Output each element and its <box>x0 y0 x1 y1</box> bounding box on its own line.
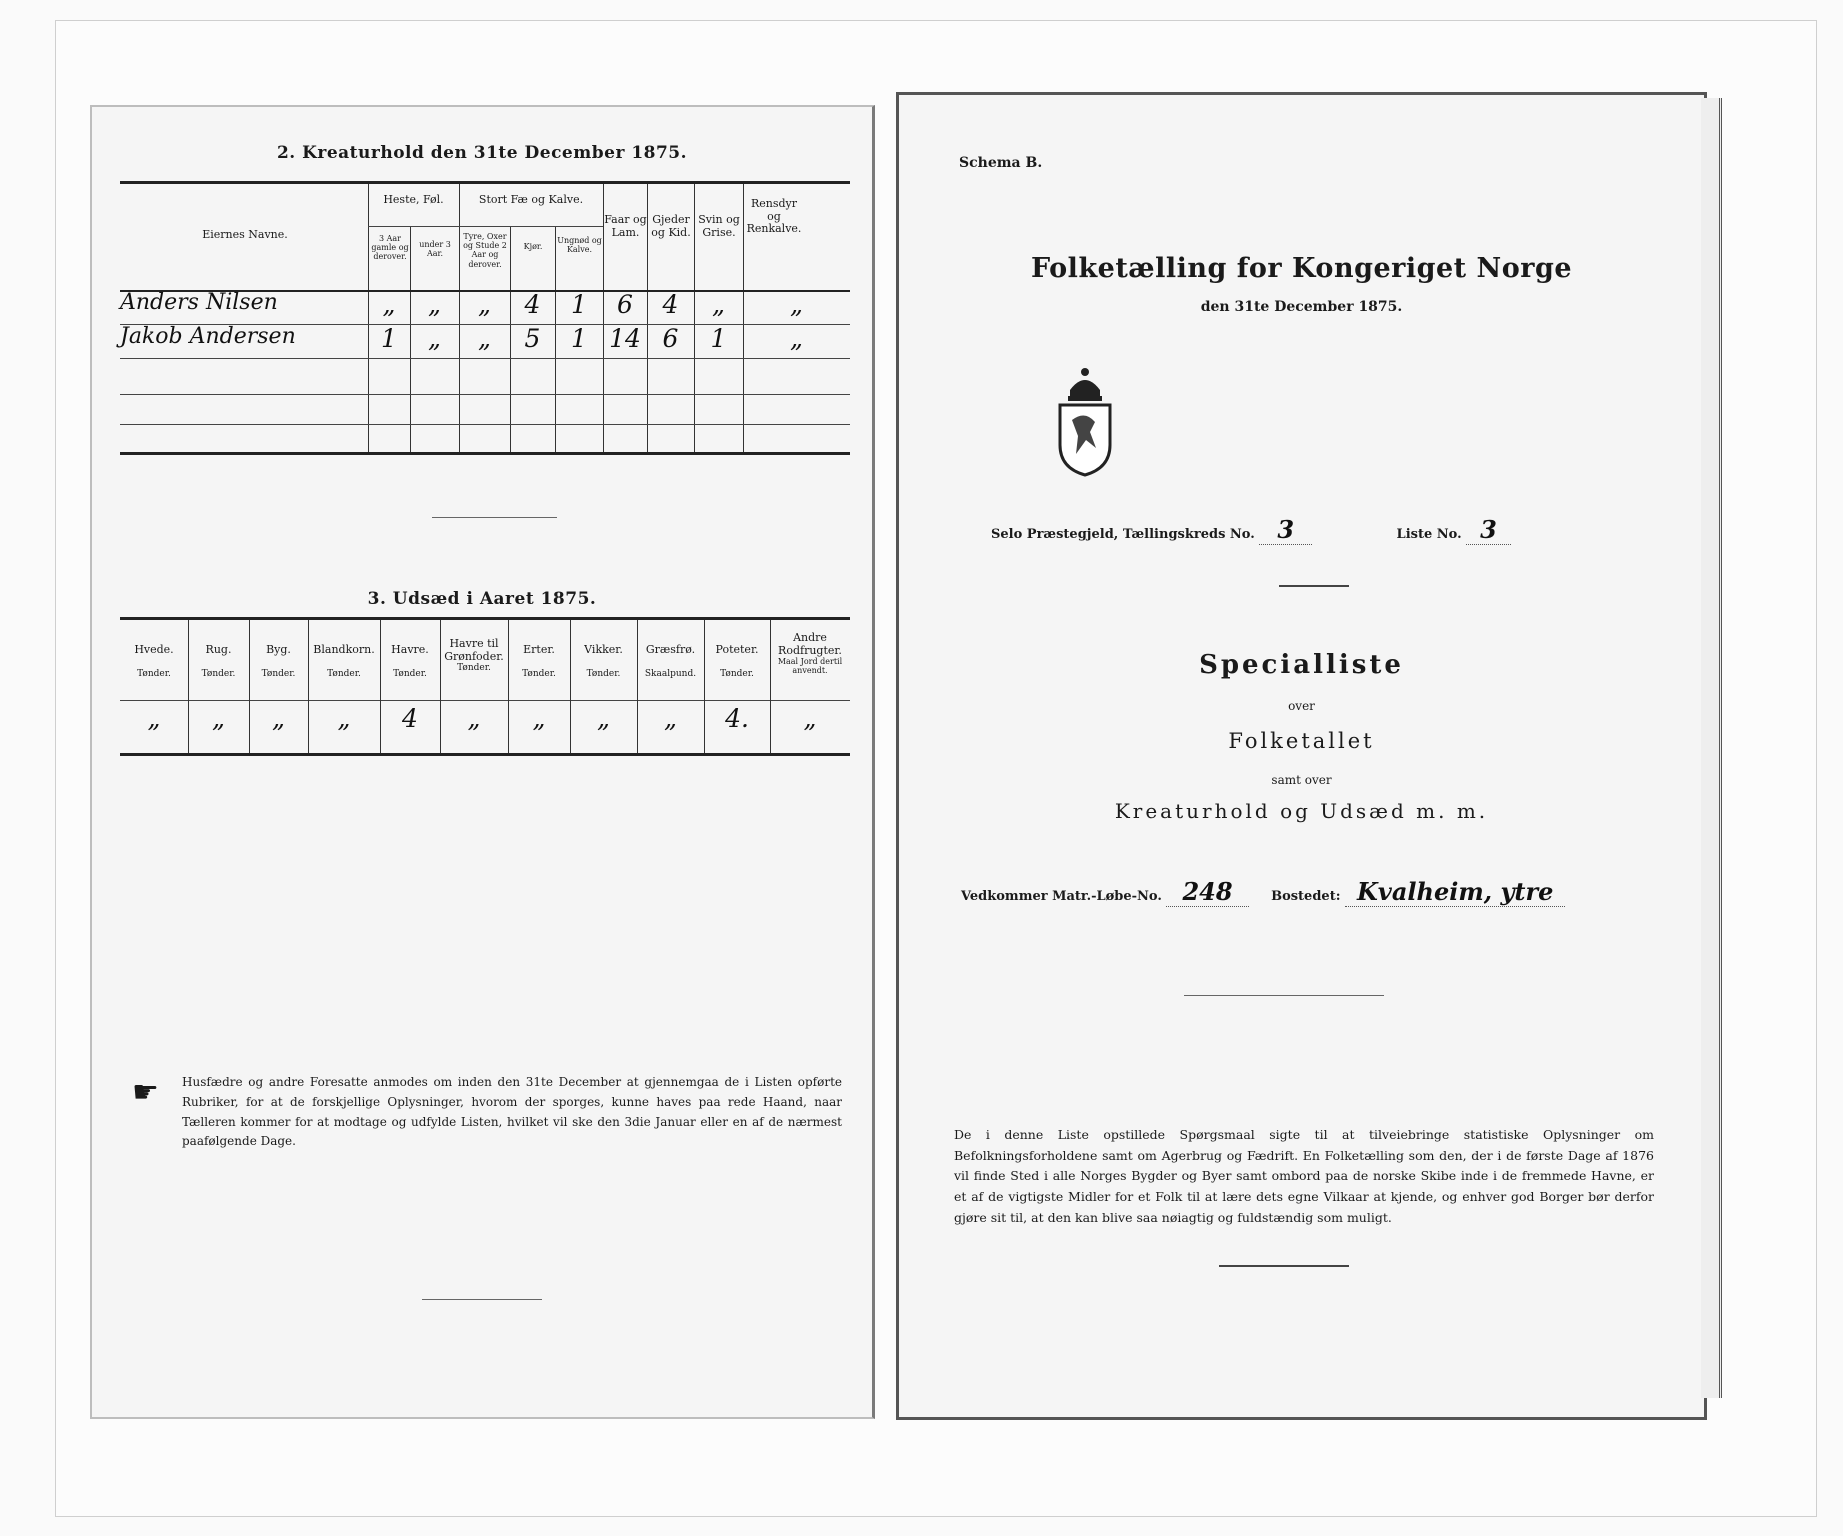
seed-header-mixed-grain: Blandkorn. Tønder. <box>313 643 375 679</box>
seed-value: „ <box>532 704 546 733</box>
cell: „ <box>790 324 803 353</box>
cell: 1 <box>571 290 587 319</box>
seed-title: 3. Udsæd i Aaret 1875. <box>367 589 597 609</box>
owner-name: Jakob Andersen <box>120 324 296 349</box>
header-owner: Eiernes Navne. <box>202 228 288 241</box>
pointing-hand-icon: ☛ <box>132 1075 159 1110</box>
schema-label: Schema B. <box>959 155 1043 171</box>
kreaturhold-heading: Kreaturhold og Udsæd m. m. <box>1114 799 1489 823</box>
cell: „ <box>428 290 441 319</box>
census-date: den 31te December 1875. <box>1200 299 1403 315</box>
folketallet-heading: Folketallet <box>1228 729 1375 753</box>
header-horses-under3: under 3 Aar. <box>419 240 451 259</box>
owner-name: Anders Nilsen <box>120 290 278 315</box>
matr-field: Vedkommer Matr.-Løbe-No. 248 Bostedet: Kvalheim, ytre <box>961 877 1565 907</box>
seed-value: „ <box>212 704 225 733</box>
page-edge <box>1701 98 1722 1398</box>
cell: 6 <box>662 324 679 353</box>
seed-header-rye: Rug. Tønder. <box>201 643 236 679</box>
cell: „ <box>478 324 491 353</box>
seed-header-other-roots: Andre Rodfrugter. Maal Jord dertil anvendt. <box>777 631 843 676</box>
seed-header-wheat: Hvede. Tønder. <box>134 643 174 679</box>
seed-header-grass-seed: Græsfrø. Skaalpund. <box>644 643 697 679</box>
cell: 4 <box>524 290 541 319</box>
livestock-table <box>120 181 850 455</box>
seed-header-potatoes: Poteter. Tønder. <box>715 643 759 679</box>
cell: 1 <box>571 324 587 353</box>
seed-header-peas: Erter. Tønder. <box>522 643 556 679</box>
seed-header-barley: Byg. Tønder. <box>261 643 296 679</box>
footer-text: De i denne Liste opstillede Spørgsmaal sigte til at tilveiebringe statistiske Oplysninger om Befolkningsforholdene samt om Agerbrug og Fædrift. En Folketælling som den, der i de første Dage af 1876 vil finde Sted i alle Norges Bygder og Byer samt ombord paa de norske Skibe inde i de fremmede Havne, er et af de vigtigste Midler for et Folk til at lære dets egne Vilkaar at kjende, og enhver god Borger bør derfor gjøre sit til, at den kan blive saa nøiagtig og fuldstændig som muligt. <box>954 1127 1654 1225</box>
parish-field: Selo Præstegjeld, Tællingskreds No. 3 Liste No. 3 <box>991 515 1511 545</box>
cell: 5 <box>524 324 541 353</box>
cell: „ <box>382 290 396 319</box>
seed-header-vetch: Vikker. Tønder. <box>584 643 623 679</box>
seed-value: „ <box>272 704 285 733</box>
header-horses-over3: 3 Aar gamle og derover. <box>371 234 409 262</box>
header-sheep: Faar og Lam. <box>604 213 647 239</box>
right-page <box>896 92 1707 1420</box>
divider <box>1279 585 1349 587</box>
cell: 4 <box>662 290 679 319</box>
seed-value: 4. <box>725 704 749 733</box>
seed-value: „ <box>803 704 817 733</box>
seed-value: „ <box>467 704 481 733</box>
instructions-note: Husfædre og andre Foresatte anmodes om inden den 31te December at gjennemgaa de i Listen opførte Rubriker, for at de forskjellige Oplysninger, hvorom der sporges, kunne haves paa rede Haand, naar Tælleren kommer for at modtage og udfylde Listen, hvilket vil ske den 3die Januar eller en af de nærmest paafølgende Dage. <box>182 1075 842 1149</box>
cell: „ <box>478 290 491 319</box>
left-page <box>90 105 875 1419</box>
seed-header-oats: Havre. Tønder. <box>391 643 429 679</box>
coat-of-arms-icon <box>1050 360 1120 480</box>
cell: 14 <box>609 324 641 353</box>
header-cows: Kjør. <box>523 242 543 251</box>
divider <box>422 1299 542 1300</box>
seed-value: „ <box>597 704 610 733</box>
seed-header-green-oats: Havre til Grønfoder. Tønder. <box>444 637 504 674</box>
cell: 1 <box>381 324 397 353</box>
header-young-cattle: Ungnød og Kalve. <box>557 236 602 255</box>
specialliste-heading: Specialliste <box>1199 650 1404 680</box>
samt-over-label: samt over <box>1271 773 1332 787</box>
divider <box>432 517 557 518</box>
cell: 6 <box>617 290 633 319</box>
cell: „ <box>790 290 803 319</box>
cell: 1 <box>710 324 727 353</box>
header-horses: Heste, Føl. <box>383 193 444 206</box>
livestock-title: 2. Kreaturhold den 31te December 1875. <box>276 143 688 163</box>
divider <box>1184 995 1384 996</box>
header-cattle: Stort Fæ og Kalve. <box>478 193 584 206</box>
header-goats: Gjeder og Kid. <box>651 213 691 239</box>
seed-value: „ <box>147 704 161 733</box>
cell: „ <box>712 290 725 319</box>
seed-value: „ <box>337 704 351 733</box>
cell: „ <box>428 324 441 353</box>
main-title: Folketælling for Kongeriget Norge <box>1030 253 1573 284</box>
over-label: over <box>1288 699 1315 713</box>
header-bulls: Tyre, Oxer og Stude 2 Aar og derover. <box>463 232 507 269</box>
divider <box>1219 1265 1349 1267</box>
seed-table <box>120 617 850 756</box>
seed-value: „ <box>664 704 677 733</box>
seed-value: 4 <box>402 704 418 733</box>
header-pigs: Svin og Grise. <box>698 213 740 239</box>
header-reindeer: Rensdyr og Renkalve. <box>746 197 802 236</box>
